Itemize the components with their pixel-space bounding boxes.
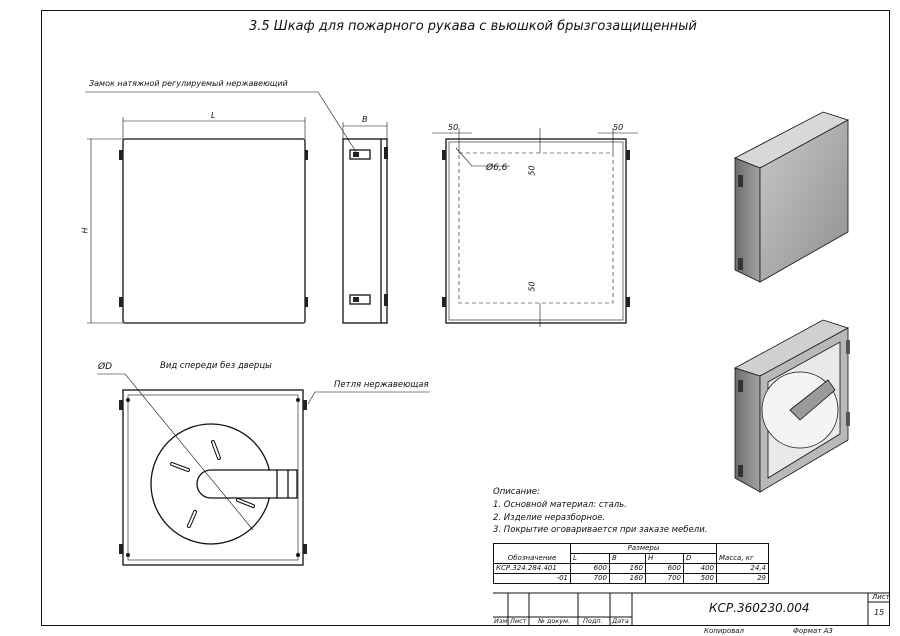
cell-B: 160 (610, 564, 646, 574)
label-sheet: Лист (510, 617, 527, 625)
side-view (343, 139, 388, 323)
col-H: H (646, 554, 684, 564)
table-row (494, 574, 769, 584)
document-code: КСР.360230.004 (709, 601, 810, 615)
cell-designation: -01 (494, 574, 571, 584)
cell-D: 400 (684, 564, 717, 574)
dim-hole: Ø6,6 (486, 163, 508, 173)
cell-designation: КСР.324.284.401 (494, 564, 571, 574)
cell-L: 600 (571, 564, 610, 574)
cell-B: 160 (610, 574, 646, 584)
sheet-label: Лист (872, 593, 890, 601)
dim-offset-left: 50 (448, 123, 459, 132)
sizes-header: Размеры (571, 544, 717, 554)
dim-offset-bottom: 50 (527, 281, 537, 292)
col-L: L (571, 554, 610, 564)
format-label: Формат А3 (793, 627, 833, 635)
label-doc-number: № докум. (538, 617, 571, 625)
drawing-title: 3.5 Шкаф для пожарного рукава с вьюшкой брызгозащищенный (249, 19, 697, 34)
iso-closed (735, 112, 848, 282)
description-heading: Описание: (493, 487, 540, 497)
description-line: 1. Основной материал: сталь. (493, 500, 627, 510)
dim-offset-right: 50 (613, 123, 624, 132)
description-line: 2. Изделие неразборное. (493, 513, 606, 523)
hinge-callout: Петля нержавеющая (334, 380, 429, 390)
cell-L: 700 (571, 574, 610, 584)
col-D: D (684, 554, 717, 564)
col-B: B (610, 554, 646, 564)
cell-mass: 24,4 (717, 564, 769, 574)
front-view-door (119, 139, 308, 323)
label-date: Дата (612, 617, 629, 625)
table-row (494, 564, 769, 574)
spec-corner (494, 544, 571, 554)
dim-H: H (80, 227, 90, 234)
dim-L: L (211, 111, 216, 120)
cell-D: 500 (684, 574, 717, 584)
cell-H: 600 (646, 564, 684, 574)
description-line: 3. Покрытие оговаривается при заказе мебели. (493, 525, 708, 535)
cell-mass: 29 (717, 574, 769, 584)
iso-open (735, 320, 850, 492)
copied-label: Копировал (704, 627, 744, 635)
label-change: Изм. (494, 617, 510, 625)
lock-callout: Замок натяжной регулируемый нержавеющий (89, 79, 288, 88)
dim-offset-top: 50 (527, 165, 537, 176)
sheet-number: 15 (874, 608, 885, 617)
col-mass: Масса, кг (717, 554, 769, 564)
front-view-open (119, 390, 307, 565)
dim-B: B (362, 115, 368, 124)
spec-table (493, 543, 769, 584)
spec-corner (717, 544, 769, 554)
col-designation: Обозначение (494, 554, 571, 564)
front-view-label: Вид спереди без дверцы (160, 361, 272, 371)
cell-H: 700 (646, 574, 684, 584)
dim-diameter: ØD (98, 362, 113, 372)
label-signature: Подп. (583, 617, 603, 625)
